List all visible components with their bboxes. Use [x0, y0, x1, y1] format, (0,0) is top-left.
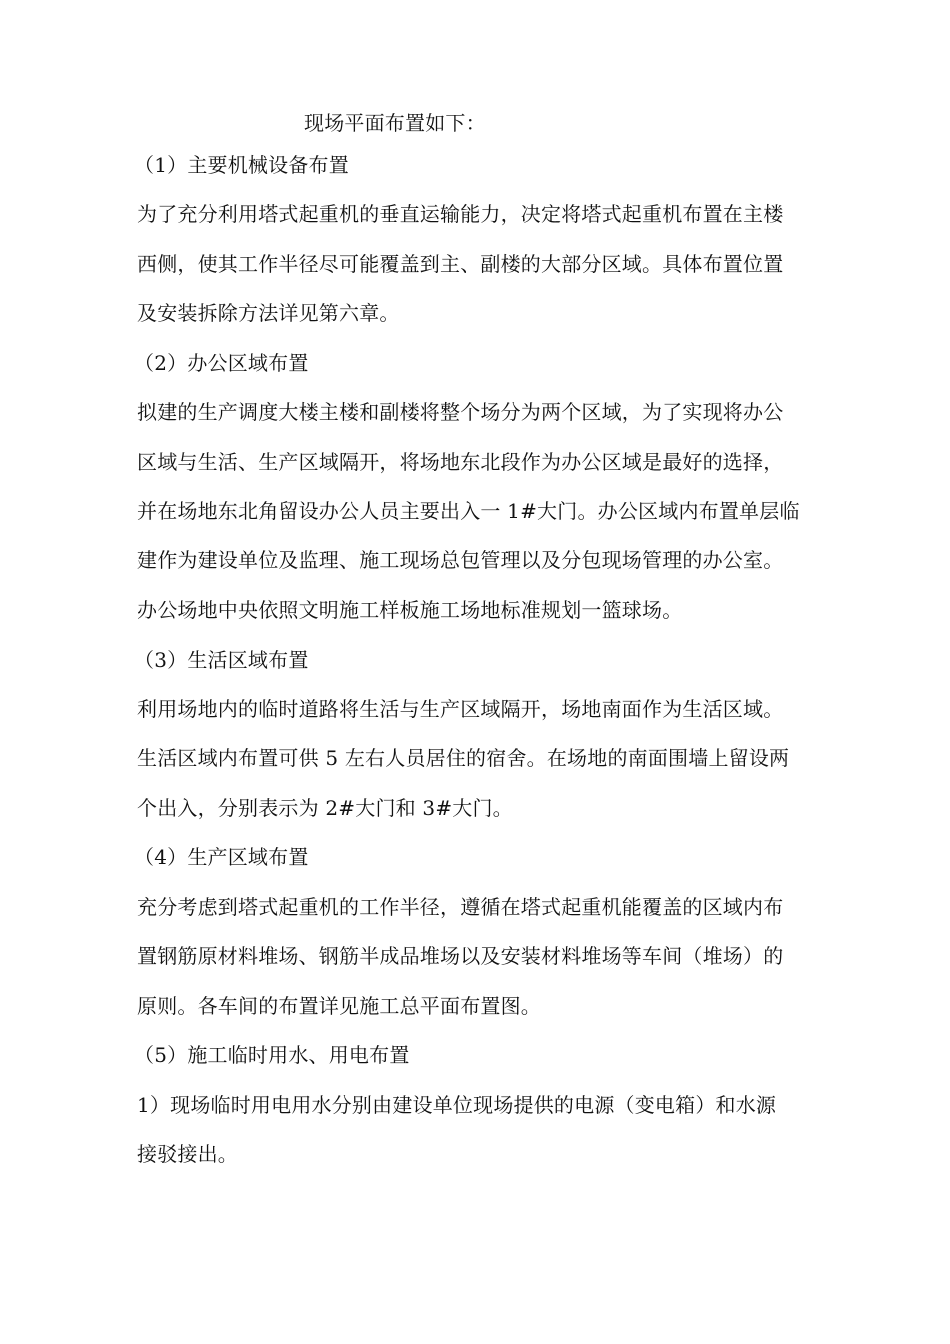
- section-heading-4: （4）生产区域布置: [134, 845, 309, 869]
- paragraph-line: 置钢筋原材料堆场、钢筋半成品堆场以及安装材料堆场等车间（堆场）的: [137, 944, 784, 968]
- section-heading-1: （1）主要机械设备布置: [134, 153, 349, 177]
- paragraph-line: 充分考虑到塔式起重机的工作半径，遵循在塔式起重机能覆盖的区域内布: [137, 895, 784, 919]
- paragraph-line: 利用场地内的临时道路将生活与生产区域隔开，场地南面作为生活区域。: [137, 697, 784, 721]
- section-heading-3: （3）生活区域布置: [134, 648, 309, 672]
- paragraph-line: 原则。各车间的布置详见施工总平面布置图。: [137, 994, 541, 1018]
- paragraph-line: 生活区域内布置可供 5 左右人员居住的宿舍。在场地的南面围墙上留设两: [137, 746, 790, 770]
- paragraph-line: 建作为建设单位及监理、施工现场总包管理以及分包现场管理的办公室。: [137, 548, 784, 572]
- paragraph-line: 区域与生活、生产区域隔开，将场地东北段作为办公区域是最好的选择，: [137, 450, 784, 474]
- paragraph-line: 办公场地中央依照文明施工样板施工场地标准规划一篮球场。: [137, 598, 683, 622]
- paragraph-line: 及安装拆除方法详见第六章。: [137, 301, 400, 325]
- paragraph-line: 并在场地东北角留设办公人员主要出入一 1#大门。办公区域内布置单层临: [137, 499, 800, 523]
- document-title: 现场平面布置如下：: [304, 111, 486, 135]
- paragraph-line: 1）现场临时用电用水分别由建设单位现场提供的电源（变电箱）和水源: [137, 1093, 777, 1117]
- paragraph-line: 拟建的生产调度大楼主楼和副楼将整个场分为两个区域，为了实现将办公: [137, 400, 784, 424]
- paragraph-line: 个出入，分别表示为 2#大门和 3#大门。: [137, 796, 513, 820]
- paragraph-line: 西侧，使其工作半径尽可能覆盖到主、副楼的大部分区域。具体布置位置: [137, 252, 784, 276]
- section-heading-2: （2）办公区域布置: [134, 351, 309, 375]
- section-heading-5: （5）施工临时用水、用电布置: [134, 1043, 410, 1067]
- paragraph-line: 接驳接出。: [137, 1142, 238, 1166]
- paragraph-line: 为了充分利用塔式起重机的垂直运输能力，决定将塔式起重机布置在主楼: [137, 202, 784, 226]
